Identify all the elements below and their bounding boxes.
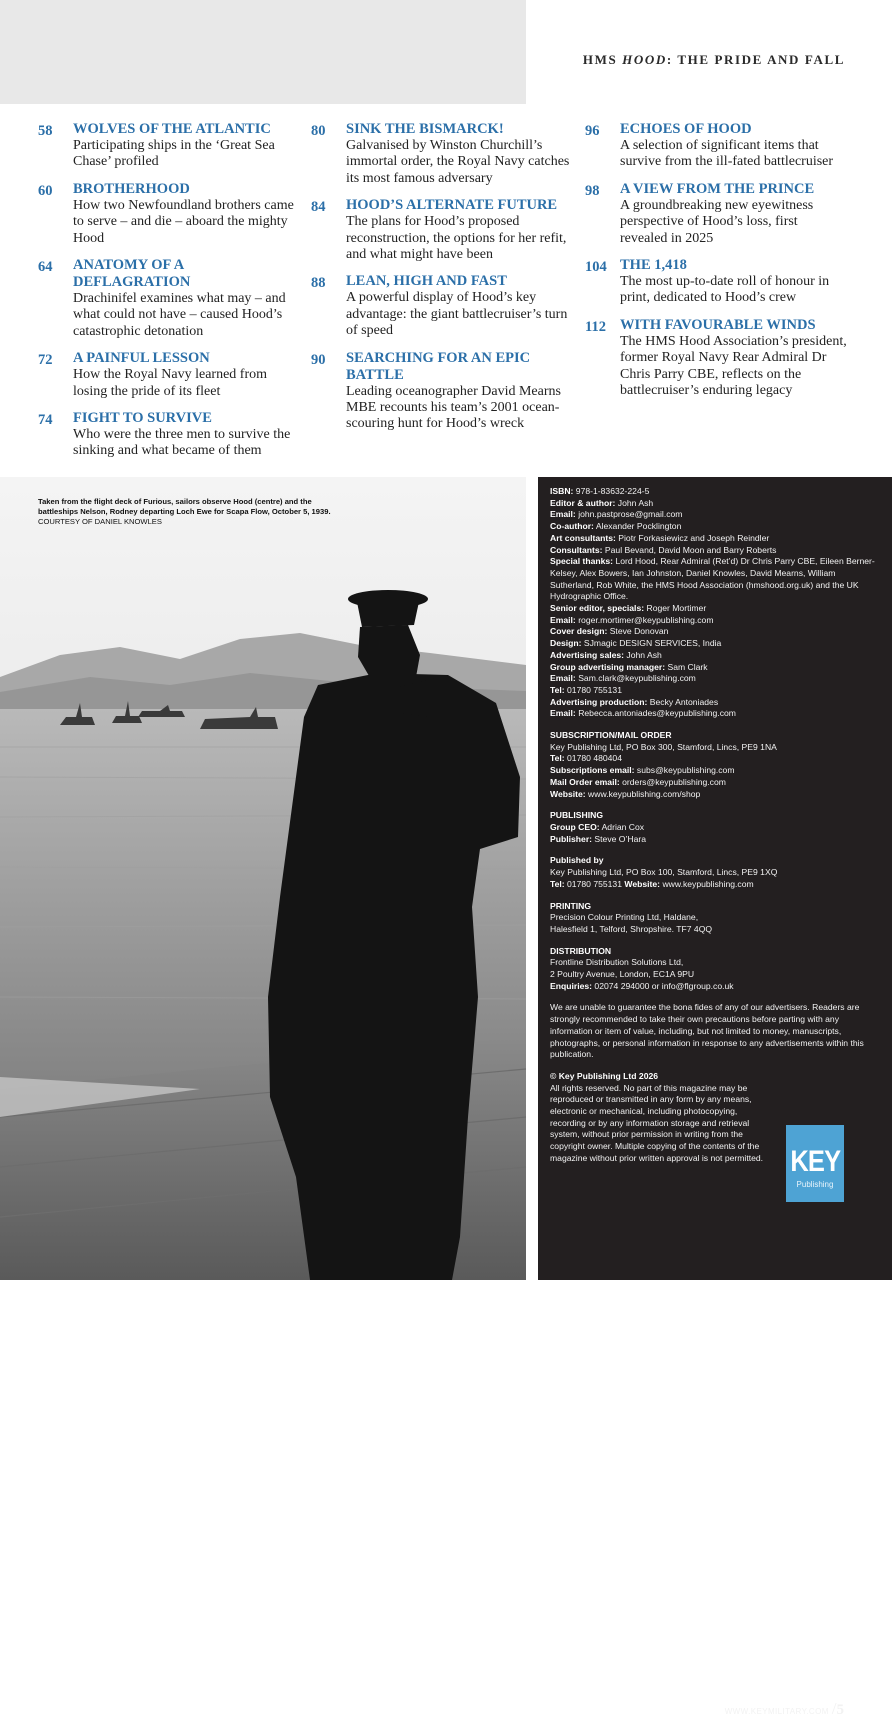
toc-title: ANATOMY OF A DEFLAGRATION: [73, 257, 191, 291]
toc-description: How two Newfoundland brothers came to serve – and die – aboard the mighty Hood: [73, 197, 294, 246]
toc-entry[interactable]: [38, 257, 300, 340]
toc-page-number: 112: [585, 318, 606, 335]
toc-description: Galvanised by Winston Churchill’s immortal order, the Royal Navy catches its most famous adversary: [346, 138, 570, 186]
credit-row: Email: roger.mortimer@keypublishing.com: [550, 614, 714, 625]
toc-entry[interactable]: [38, 181, 300, 247]
credit-row: Advertising production: Becky Antoniades: [550, 696, 719, 707]
page-number: 5: [836, 1702, 844, 1718]
credit-row: Special thanks: Lord Hood, Rear Admiral (Ret’d) Dr Chris Parry CBE, Eileen Berner-Kelsey, Alex Bowers, Ian Johnston, Daniel Knowles, David Mearns, William Sutherland, Rob White, the HMS Hood Association (hmshood.org.uk) and the UK Hydrographic Office.: [550, 556, 875, 602]
toc-title: THE 1,418: [620, 257, 687, 274]
copyright-section: © Key Publishing Ltd 2026 All rights reserved. No part of this magazine may be reproduced or transmitted in any form by any means, electronic or mechanical, including photocopying, recording or by any information storage and retrieval system, without prior permission in writing from the copyright owner. Multiple copying of the contents of the magazine without prior written approval is not permitted.: [550, 1070, 764, 1163]
toc-entry[interactable]: [585, 181, 847, 247]
toc-column-2: [311, 121, 573, 443]
toc-title: HOOD’S ALTERNATE FUTURE: [346, 197, 558, 214]
toc-entry[interactable]: [585, 257, 847, 307]
credits-panel: [538, 477, 892, 1718]
toc-title: BROTHERHOOD: [73, 180, 190, 197]
toc-page-number: 88: [311, 275, 326, 292]
credit-row: Editor & author: John Ash: [550, 497, 654, 508]
toc-entry[interactable]: [311, 350, 573, 433]
header-grey-block: [0, 0, 526, 104]
credit-row: Consultants: Paul Bevand, David Moon and Barry Roberts: [550, 544, 777, 555]
key-publishing-logo[interactable]: KEY Publishing: [786, 1125, 844, 1202]
toc-title: ECHOES OF HOOD: [620, 121, 752, 137]
credit-row: Email: Sam.clark@keypublishing.com: [550, 673, 696, 684]
toc-page-number: 96: [585, 123, 600, 139]
credit-row: Art consultants: Piotr Forkasiewicz and Joseph Reindler: [550, 532, 770, 543]
toc-title: WITH FAVOURABLE WINDS: [620, 316, 816, 333]
publishing-section: PUBLISHING Group CEO: Adrian Cox Publisher: Steve O’Hara: [550, 810, 647, 844]
toc-entry[interactable]: [38, 121, 300, 171]
historic-photo: [0, 477, 526, 1280]
toc-page-number: 72: [38, 352, 53, 369]
toc-entry[interactable]: [585, 121, 847, 171]
credit-row: Senior editor, specials: Roger Mortimer: [550, 603, 707, 614]
toc-description: The HMS Hood Association’s president, former Royal Navy Rear Admiral Dr Chris Parry CBE, reflects on the battlecruiser’s enduring legacy: [620, 333, 847, 399]
footer-slash: /: [831, 1699, 837, 1718]
toc-entry[interactable]: [38, 410, 300, 460]
credit-row: Cover design: Steve Donovan: [550, 626, 669, 637]
footer-website[interactable]: WWW.KEYMILITARY.COM: [724, 1707, 829, 1716]
toc-title: FIGHT TO SURVIVE: [73, 410, 212, 427]
toc-description: A groundbreaking new eyewitness perspective of Hood’s loss, first revealed in 2025: [620, 197, 814, 246]
printing-section: PRINTING Precision Colour Printing Ltd, Haldane, Halesfield 1, Telford, Shropshire. TF7 4QQ: [550, 900, 713, 934]
staff-list: [550, 486, 880, 720]
toc-entry[interactable]: [38, 350, 300, 400]
toc-page-number: 90: [311, 351, 326, 368]
disclaimer: We are unable to guarantee the bona fides of any of our advertisers. Readers are strongly recommended to take their own precautions before parting with any information or item of value, including, but not limited to money, manuscripts, photographs, or personal information in response to any advertisements within this publication.: [550, 1002, 864, 1060]
toc-description: Leading oceanographer David Mearns MBE recounts his team’s 2001 ocean-scouring hunt for Hood’s wreck: [346, 383, 561, 432]
toc-entry[interactable]: [311, 121, 573, 187]
running-head: HMS HOOD: THE PRIDE AND FALL: [582, 52, 845, 67]
credit-row: Email: Rebecca.antoniades@keypublishing.com: [550, 708, 736, 719]
toc-page-number: 60: [38, 182, 53, 199]
toc-page-number: 98: [585, 182, 600, 199]
toc-description: The most up-to-date roll of honour in print, dedicated to Hood’s crew: [620, 274, 830, 306]
page-footer: [724, 1699, 844, 1718]
running-head-ship: HOOD: [622, 52, 667, 67]
credit-row: Email: john.pastprose@gmail.com: [550, 509, 683, 520]
distribution-section: DISTRIBUTION Frontline Distribution Solutions Ltd, 2 Poultry Avenue, London, EC1A 9PU Enquiries: 02074 294000 or info@flgroup.co.uk: [550, 945, 734, 991]
toc-description: Participating ships in the ‘Great Sea Chase’ profiled: [73, 138, 275, 170]
toc-entry[interactable]: [311, 197, 573, 263]
credit-row: Co-author: Alexander Pocklington: [550, 521, 682, 532]
toc-page-number: 80: [311, 123, 326, 139]
toc-entry[interactable]: [311, 273, 573, 339]
credit-row: Design: SJmagic DESIGN SERVICES, India: [550, 638, 722, 649]
toc-description: A powerful display of Hood’s key advantage: the giant battlecruiser’s turn of speed: [346, 290, 568, 339]
toc-column-1: [38, 121, 300, 470]
toc-title: A PAINFUL LESSON: [73, 350, 210, 367]
credit-row: Advertising sales: John Ash: [550, 649, 662, 660]
toc-entry[interactable]: [585, 317, 847, 400]
toc-page-number: 104: [585, 259, 607, 276]
credit-row: ISBN: 978-1-83632-224-5: [550, 486, 650, 496]
toc-description: How the Royal Navy learned from losing the pride of its fleet: [73, 367, 267, 399]
credit-row: Tel: 01780 755131: [550, 684, 622, 695]
toc-description: The plans for Hood’s proposed reconstruction, the options for her refit, and what might have been: [346, 214, 567, 263]
toc-title: A VIEW FROM THE PRINCE: [620, 180, 815, 197]
toc-title: SEARCHING FOR AN EPIC BATTLE: [346, 349, 531, 383]
toc-page-number: 64: [38, 259, 53, 276]
credit-row: Group advertising manager: Sam Clark: [550, 661, 708, 672]
toc-title: LEAN, HIGH AND FAST: [346, 273, 507, 290]
toc-description: Drachinifel examines what may – and what could not have – caused Hood’s catastrophic detonation: [73, 291, 286, 339]
toc-page-number: 58: [38, 123, 53, 139]
toc-page-number: 74: [38, 412, 53, 429]
toc-title: WOLVES OF THE ATLANTIC: [73, 121, 271, 137]
toc-title: SINK THE BISMARCK!: [346, 121, 504, 137]
published-by-section: Published by Key Publishing Ltd, PO Box 100, Stamford, Lincs, PE9 1XQ Tel: 01780 755131 Website: www.keypublishing.com: [550, 855, 778, 889]
toc-description: Who were the three men to survive the sinking and what became of them: [73, 427, 291, 459]
toc-description: A selection of significant items that survive from the ill-fated battlecruiser: [620, 138, 834, 170]
photo-credit: COURTESY OF DANIEL KNOWLES: [38, 517, 162, 526]
toc-column-3: [585, 121, 847, 409]
photo-caption: [38, 497, 338, 527]
subscription-section: SUBSCRIPTION/MAIL ORDER Key Publishing Ltd, PO Box 300, Stamford, Lincs, PE9 1NA Tel: 01780 480404 Subscriptions email: subs@keypublishing.com Mail Order email: orders@keypublishing.com Website: www.keypublishing.com/shop: [550, 730, 777, 799]
photo-caption-text: Taken from the flight deck of Furious, sailors observe Hood (centre) and the battleships Nelson, Rodney departing Loch Ewe for Scapa Flow, October 5, 1939.: [38, 497, 331, 516]
toc-page-number: 84: [311, 199, 326, 216]
